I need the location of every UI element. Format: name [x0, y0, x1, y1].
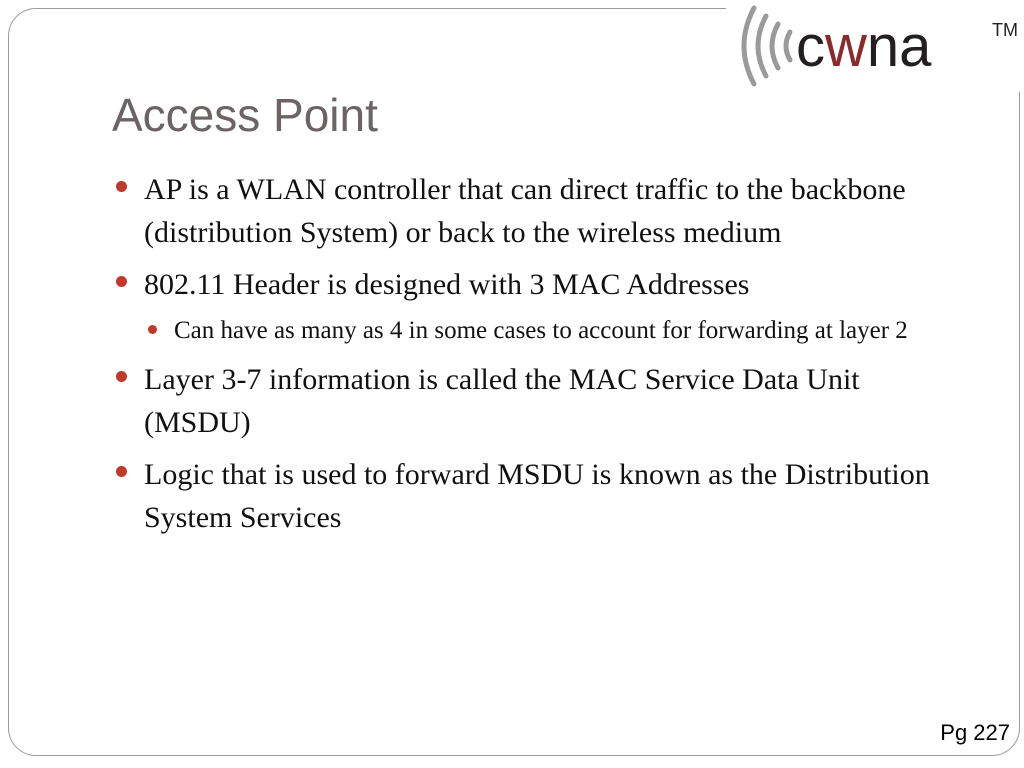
logo-c: c — [796, 14, 825, 79]
bullet-text: 802.11 Header is designed with 3 MAC Addresses — [144, 268, 750, 301]
logo-na: na — [866, 14, 932, 79]
cwna-logo — [726, 0, 1024, 92]
sub-bullet-text: Can have as many as 4 in some cases to account for forwarding at layer 2 — [174, 317, 908, 344]
bullet-text: AP is a WLAN controller that can direct traffic to the backbone (distribution System) or back to the wireless medium — [144, 173, 906, 249]
page-number: Pg 227 — [940, 720, 1010, 745]
bullet-dot-icon — [116, 466, 127, 477]
bullet-dot-icon — [116, 181, 127, 192]
bullet-item — [116, 358, 946, 444]
trademark-mark: TM — [992, 20, 1018, 40]
bullet-text: Logic that is used to forward MSDU is known as the Distribution System Services — [144, 458, 930, 534]
sub-bullet-item — [148, 313, 946, 349]
bullet-item — [116, 263, 946, 306]
bullet-item — [116, 453, 946, 539]
sub-bullet-dot-icon — [148, 325, 157, 334]
bullet-dot-icon — [116, 276, 127, 287]
logo-text — [796, 14, 932, 79]
bullet-item — [116, 168, 946, 254]
logo-w: w — [825, 14, 867, 79]
slide-title: Access Point — [112, 89, 378, 141]
bullet-dot-icon — [116, 371, 127, 382]
wireless-waves-icon — [744, 8, 790, 84]
bullet-text: Layer 3-7 information is called the MAC Service Data Unit (MSDU) — [144, 363, 860, 439]
bullet-list — [116, 168, 946, 548]
